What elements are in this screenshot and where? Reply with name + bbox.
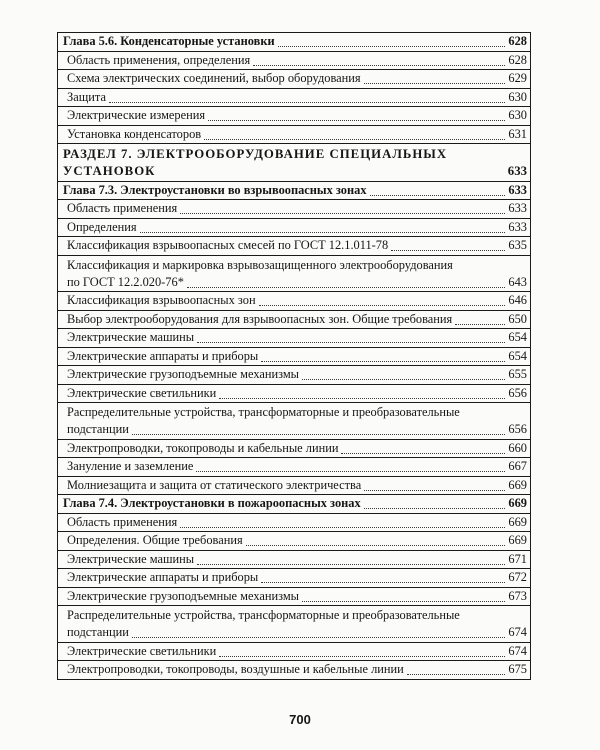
entry-title: Классификация взрывоопасных зон (67, 293, 256, 308)
leader-dots (204, 135, 505, 140)
leader-dots (180, 209, 505, 214)
leader-dots (455, 320, 505, 325)
entry-title-line-1: Распределительные устройства, трансформаторные и преобразовательные (67, 608, 460, 622)
leader-dots (391, 246, 505, 251)
page-ref: 633 (508, 201, 527, 216)
entry-title-line-1: Распределительные устройства, трансформаторные и преобразовательные (67, 405, 460, 419)
entry-title: Электрические аппараты и приборы (67, 348, 259, 363)
chapter-title: Глава 7.3. Электроустановки во взрывоопасных зонах (63, 182, 367, 197)
toc-entry[interactable] (58, 588, 530, 607)
toc-entry[interactable] (58, 256, 530, 293)
entry-title: Электрические машины (67, 330, 195, 345)
leader-dots (364, 79, 506, 84)
leader-dots (197, 338, 505, 343)
toc-entry[interactable] (58, 329, 530, 348)
entry-title: Схема электрических соединений, выбор оборудования (67, 71, 361, 86)
toc-entry[interactable] (58, 403, 530, 440)
page-ref: 630 (508, 89, 527, 104)
toc-entry[interactable] (58, 70, 530, 89)
page-ref: 650 (508, 311, 527, 326)
toc-entry[interactable] (58, 661, 530, 680)
entry-title: Электропроводки, токопроводы, воздушные и кабельные линии (67, 662, 404, 677)
leader-dots (140, 228, 506, 233)
toc-entry[interactable] (58, 514, 530, 533)
entry-title: Молниезащита и защита от статического электричества (67, 477, 362, 492)
page-ref: 635 (508, 238, 527, 253)
toc-entry[interactable] (58, 440, 530, 459)
toc-entry[interactable] (58, 458, 530, 477)
page-ref: 633 (508, 219, 527, 234)
section-7-heading[interactable] (58, 144, 530, 182)
page-ref: 669 (508, 477, 527, 492)
page-number: 700 (289, 712, 311, 727)
entry-title: Область применения (67, 201, 178, 216)
leader-dots (253, 61, 505, 66)
leader-dots (364, 486, 505, 491)
page-ref: 628 (508, 52, 527, 67)
toc-entry[interactable] (58, 385, 530, 404)
page-ref: 654 (508, 348, 527, 363)
toc-entry[interactable] (58, 219, 530, 238)
leader-dots (219, 652, 505, 657)
toc-entry[interactable] (58, 532, 530, 551)
entry-title: Определения. Общие требования (67, 533, 243, 548)
toc-entry[interactable] (58, 606, 530, 643)
leader-dots (278, 42, 506, 47)
page-ref: 669 (508, 496, 527, 511)
leader-dots (302, 597, 505, 602)
entry-title: Установка конденсаторов (67, 126, 202, 141)
page-ref: 675 (508, 662, 527, 677)
page-ref: 667 (508, 459, 527, 474)
chapter-title: Глава 5.6. Конденсаторные установки (63, 34, 275, 49)
page-ref: 655 (508, 367, 527, 382)
page-ref: 630 (508, 108, 527, 123)
entry-title: Электрические грузоподъемные механизмы (67, 367, 299, 382)
section-title-line-1: РАЗДЕЛ 7. ЭЛЕКТРООБОРУДОВАНИЕ СПЕЦИАЛЬНЫХ (63, 147, 448, 161)
leader-dots (407, 670, 506, 675)
page-ref: 672 (508, 570, 527, 585)
page-ref: 646 (508, 293, 527, 308)
toc-entry[interactable] (58, 366, 530, 385)
toc-entry[interactable] (58, 89, 530, 108)
page-ref: 669 (508, 533, 527, 548)
page-ref: 660 (508, 440, 527, 455)
page-ref: 628 (508, 34, 527, 49)
entry-title: Защита (67, 89, 106, 104)
leader-dots (132, 633, 506, 638)
toc-entry[interactable] (58, 107, 530, 126)
leader-dots (370, 191, 506, 196)
entry-title: Электрические светильники (67, 385, 217, 400)
toc-entry[interactable] (58, 311, 530, 330)
page-ref: 631 (508, 126, 527, 141)
toc-entry[interactable] (58, 348, 530, 367)
toc-entry[interactable] (58, 643, 530, 662)
entry-title: Классификация взрывоопасных смесей по ГОСТ 12.1.011-78 (67, 238, 389, 253)
leader-dots (261, 357, 505, 362)
chapter-5-6-heading[interactable] (58, 33, 530, 52)
entry-title-line-2: подстанции (67, 625, 129, 639)
toc-entry[interactable] (58, 200, 530, 219)
page-ref: 656 (508, 385, 527, 400)
toc-entry[interactable] (58, 292, 530, 311)
entry-title: Электрические машины (67, 551, 195, 566)
leader-dots (219, 394, 505, 399)
entry-title: Электропроводки, токопроводы и кабельные линии (67, 440, 339, 455)
page-ref: 629 (508, 71, 527, 86)
leader-dots (341, 449, 505, 454)
leader-dots (246, 541, 506, 546)
toc-entry[interactable] (58, 126, 530, 145)
entry-title: Электрические измерения (67, 108, 206, 123)
entry-title: Выбор электрооборудования для взрывоопасных зон. Общие требования (67, 311, 453, 326)
page-ref: 674 (508, 625, 527, 639)
leader-dots (259, 301, 506, 306)
chapter-title: Глава 7.4. Электроустановки в пожароопасных зонах (63, 496, 361, 511)
entry-title: Электрические аппараты и приборы (67, 570, 259, 585)
page-ref: 656 (508, 422, 527, 436)
leader-dots (302, 375, 505, 380)
entry-title: Электрические грузоподъемные механизмы (67, 588, 299, 603)
leader-dots (197, 560, 505, 565)
page-ref: 673 (508, 588, 527, 603)
page-ref: 674 (508, 643, 527, 658)
leader-dots (208, 116, 505, 121)
page-ref: 669 (508, 514, 527, 529)
leader-dots (196, 467, 505, 472)
page-ref: 671 (508, 551, 527, 566)
entry-title: Область применения, определения (67, 52, 251, 67)
leader-dots (109, 98, 505, 103)
leader-dots (180, 523, 505, 528)
section-title-line-2: УСТАНОВОК (63, 164, 156, 178)
page-ref: 633 (508, 182, 527, 197)
leader-dots (132, 430, 506, 435)
toc-entry[interactable] (58, 551, 530, 570)
page-ref: 633 (507, 164, 527, 178)
entry-title: Определения (67, 219, 137, 234)
leader-dots (187, 283, 506, 288)
entry-title-line-2: подстанции (67, 422, 129, 436)
toc-entry[interactable] (58, 52, 530, 71)
entry-title-line-1: Классификация и маркировка взрывозащищенного электрооборудования (67, 257, 453, 272)
toc-entry[interactable] (58, 237, 530, 256)
chapter-7-3-heading[interactable] (58, 182, 530, 201)
leader-dots (364, 504, 506, 509)
leader-dots (261, 578, 505, 583)
toc-entry[interactable] (58, 569, 530, 588)
entry-title: Зануление и заземление (67, 459, 194, 474)
chapter-7-4-heading[interactable] (58, 495, 530, 514)
page-ref: 643 (508, 274, 527, 289)
toc-entry[interactable] (58, 477, 530, 496)
page-ref: 654 (508, 330, 527, 345)
entry-title: Электрические светильники (67, 643, 217, 658)
table-of-contents (57, 32, 531, 680)
entry-title-line-2: по ГОСТ 12.2.020-76* (67, 274, 184, 289)
entry-title: Область применения (67, 514, 178, 529)
